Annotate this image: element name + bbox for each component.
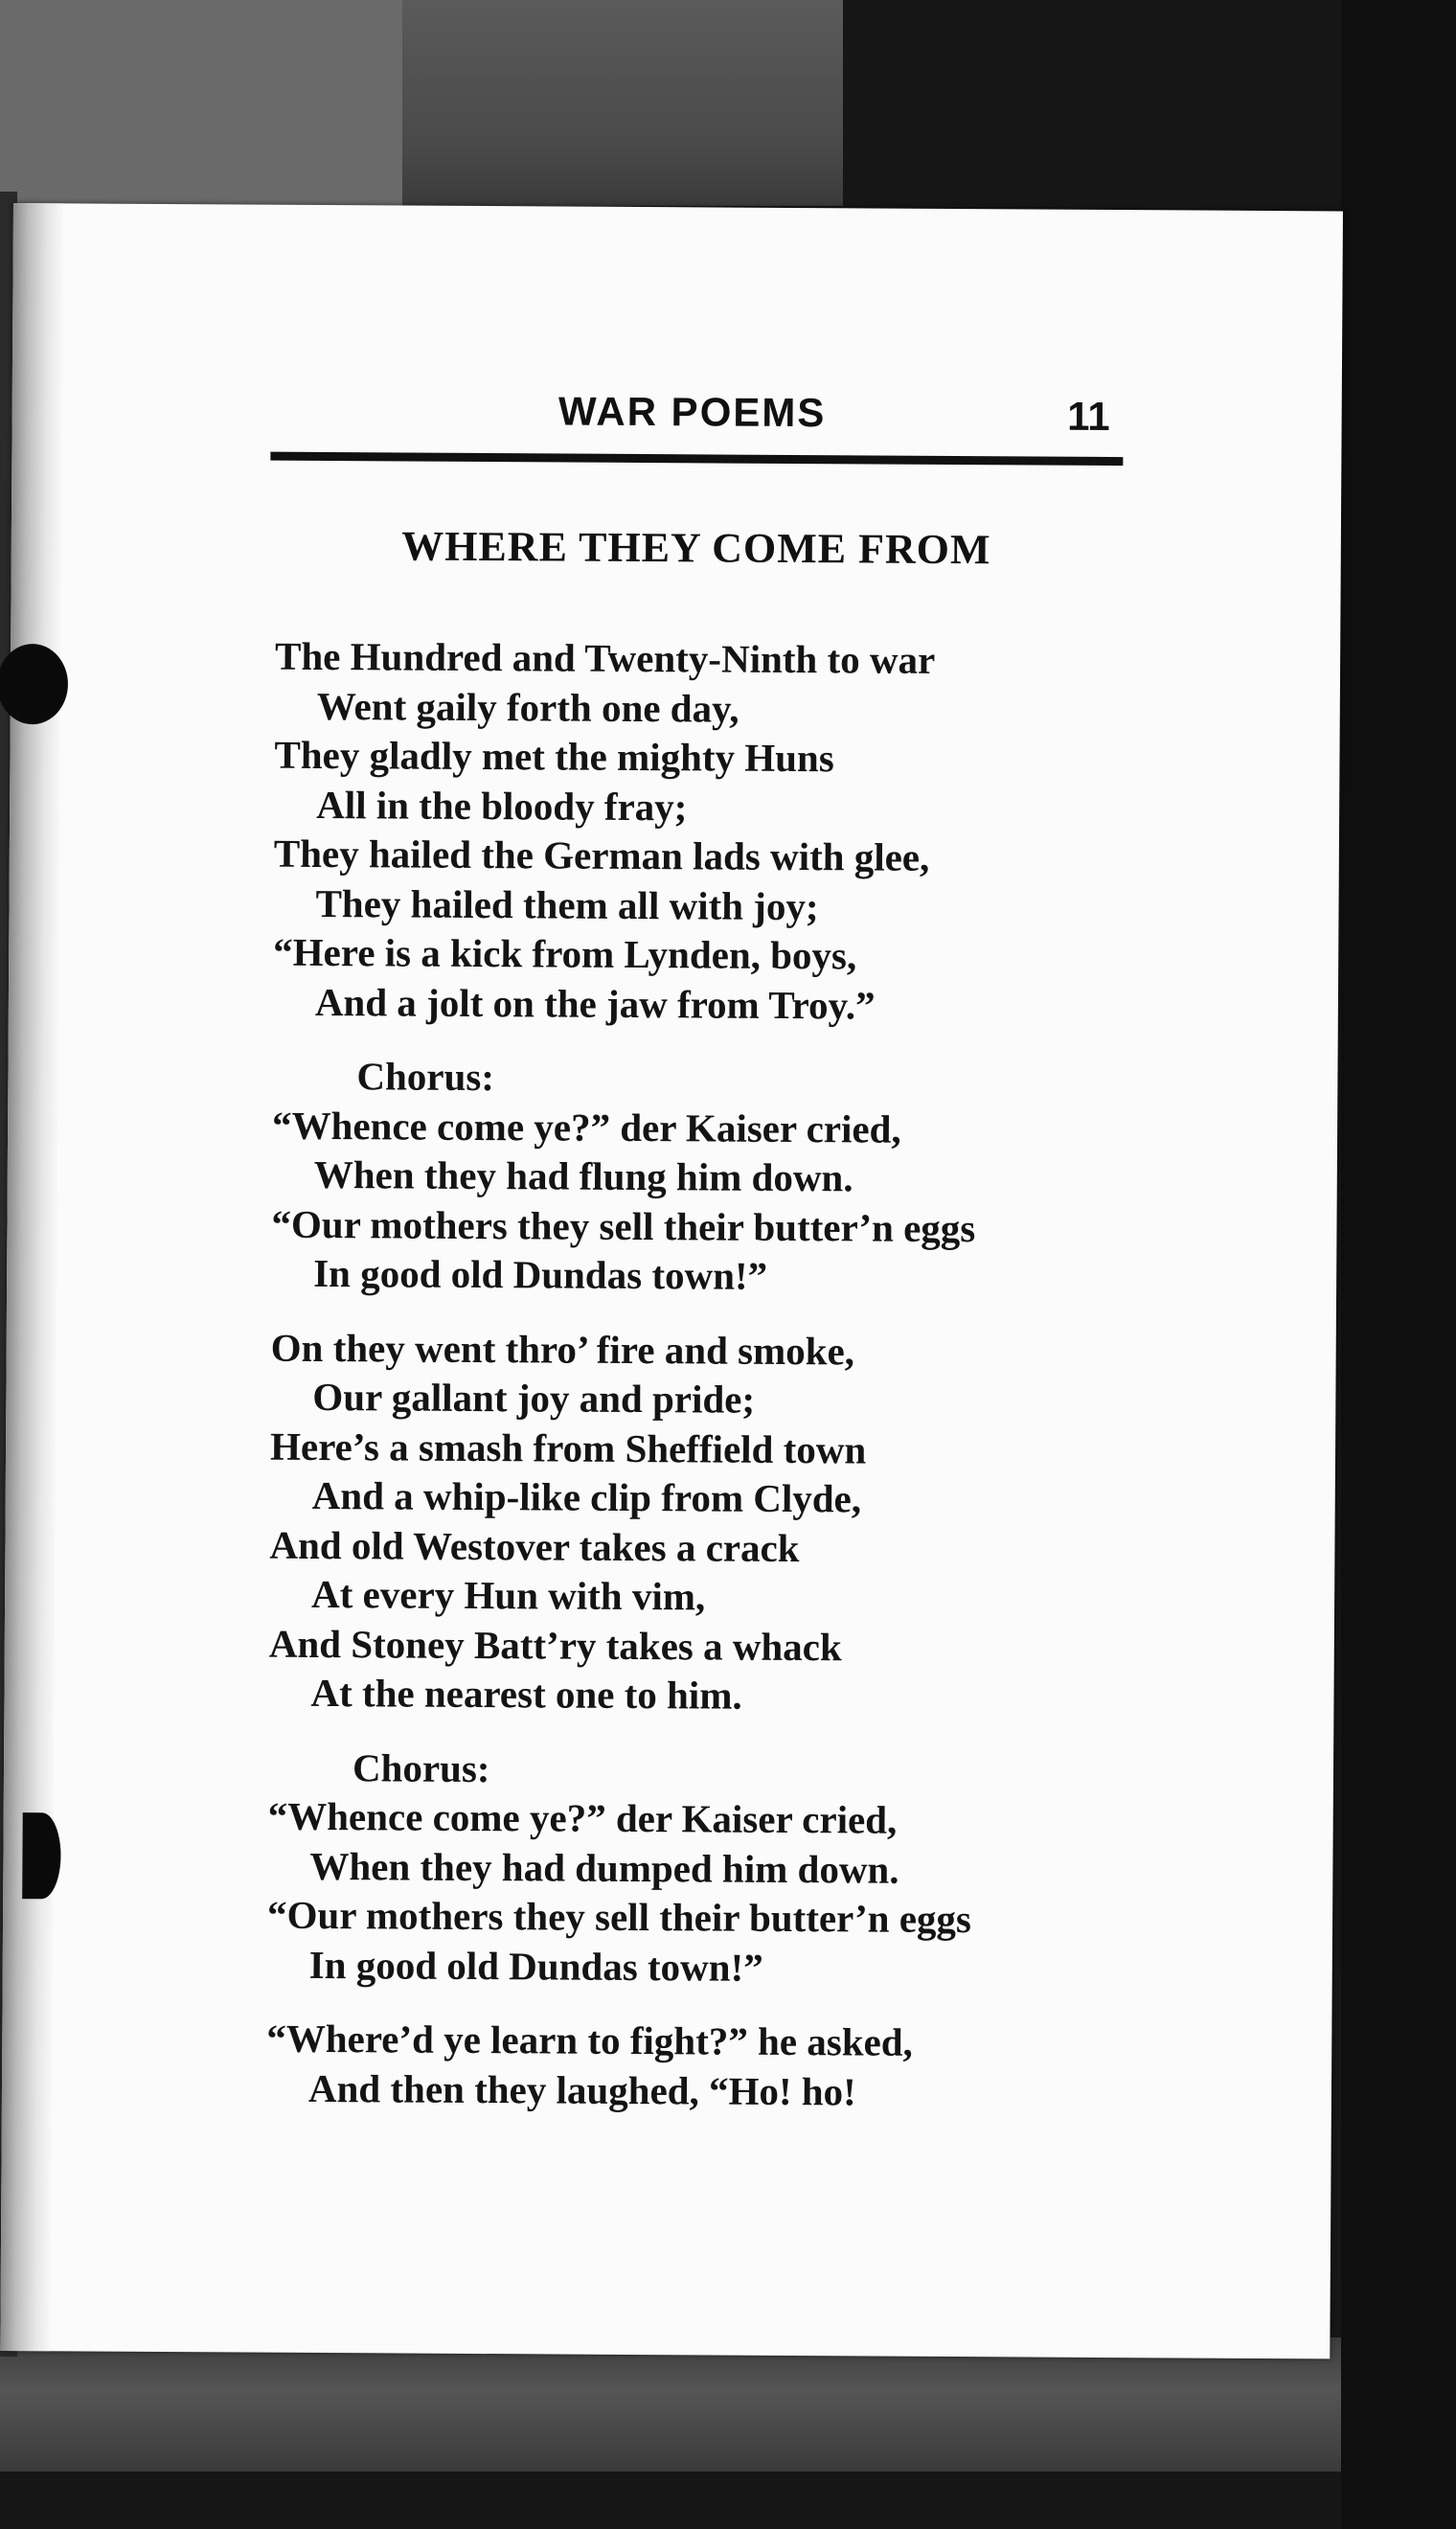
poem-line: “Here is a kick from Lynden, boys,: [273, 929, 857, 978]
poem-line: All in the bloody fray;: [316, 782, 688, 829]
poem-line: Our gallant joy and pride;: [312, 1374, 756, 1422]
poem-line: “Our mothers they sell their butter’n eggs: [271, 1201, 976, 1250]
poem-line: At every Hun with vim,: [310, 1571, 706, 1619]
chorus-label: Chorus:: [356, 1054, 495, 1100]
chorus: [271, 1052, 1231, 1305]
chorus: [267, 1743, 1227, 1995]
poem-line: And old Westover takes a crack: [269, 1522, 800, 1570]
background-right: [1341, 0, 1456, 2529]
poem-line: The Hundred and Twenty-Ninth to war: [274, 633, 936, 682]
background-top-left: [0, 0, 402, 206]
poem-line: “Whence come ye?” der Kaiser cried,: [271, 1103, 901, 1151]
poem-line: Went gaily forth one day,: [316, 683, 739, 731]
stanza: [273, 632, 1233, 1033]
poem-line: On they went thro’ fire and smoke,: [270, 1325, 855, 1373]
poem-line: When they had dumped him down.: [309, 1843, 899, 1892]
chorus-label: Chorus:: [352, 1744, 490, 1790]
header-rule: [270, 452, 1123, 466]
poem-line: “Our mothers they sell their butter’n eggs: [266, 1892, 972, 1942]
page-number: 11: [1067, 393, 1110, 439]
binding-hole: [22, 1812, 61, 1899]
book-page: [0, 203, 1343, 2358]
poem-line: In good old Dundas town!”: [313, 1250, 768, 1298]
running-title: WAR POEMS: [557, 388, 827, 436]
poem-line: At the nearest one to him.: [310, 1670, 742, 1718]
poem-line: “Whence come ye?” der Kaiser cried,: [267, 1793, 898, 1842]
stanza: [266, 2015, 1225, 2119]
poem-line: When they had flung him down.: [313, 1151, 853, 1200]
poem-line: And then they laughed, “Ho! ho!: [307, 2065, 856, 2113]
running-head: [270, 387, 1132, 449]
poem-line: They hailed the German lads with glee,: [273, 831, 930, 879]
poem-line: And Stoney Batt’ry takes a whack: [268, 1621, 842, 1669]
poem-line: They gladly met the mighty Huns: [274, 732, 834, 781]
poem-line: “Where’d ye learn to fight?” he asked,: [266, 2016, 913, 2064]
poem-line: In good old Dundas town!”: [308, 1942, 763, 1990]
stanza: [268, 1323, 1228, 1723]
poem-line: And a jolt on the jaw from Troy.”: [314, 979, 876, 1028]
poem-line: Here’s a smash from Sheffield town: [269, 1424, 867, 1471]
poem-line: They hailed them all with joy;: [315, 880, 819, 928]
poem-body: [266, 632, 1233, 2119]
poem-line: And a whip-like clip from Clyde,: [311, 1472, 862, 1521]
poem-title: WHERE THEY COME FROM: [401, 522, 991, 574]
